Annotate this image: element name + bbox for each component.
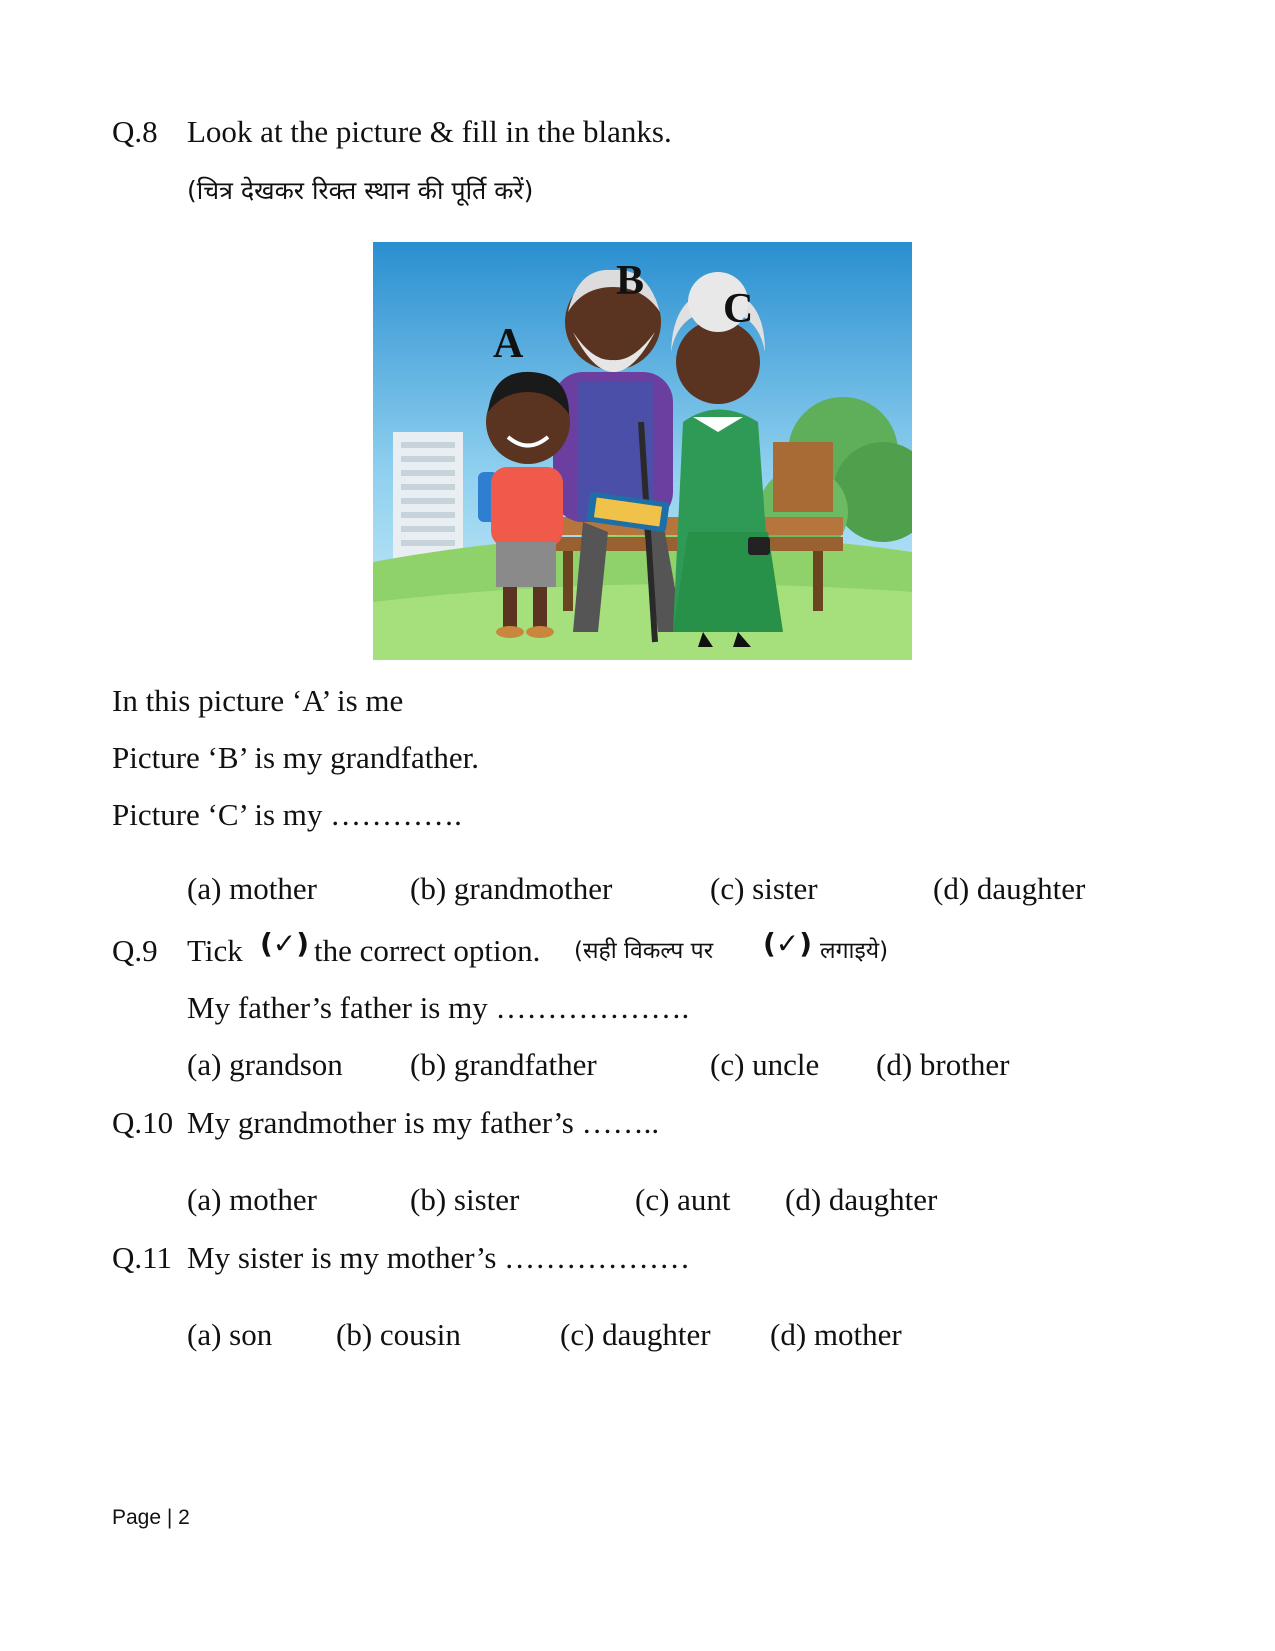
q9-number: Q.9: [112, 933, 158, 968]
q9-option-d: (d) brother: [876, 1047, 1010, 1082]
q10-option-b: (b) sister: [410, 1182, 520, 1217]
q10-option-c: (c) aunt: [635, 1182, 731, 1217]
q9-question: My father’s father is my ……………….: [187, 990, 690, 1025]
q8-instruction: Look at the picture & fill in the blanks.: [187, 114, 672, 149]
q10-question: My grandmother is my father’s ……..: [187, 1105, 660, 1140]
q10-option-a: (a) mother: [187, 1182, 317, 1217]
q8-option-d: (d) daughter: [933, 871, 1086, 906]
q8-option-a: (a) mother: [187, 871, 317, 906]
q11-option-d: (d) mother: [770, 1317, 902, 1352]
q8-option-c: (c) sister: [710, 871, 818, 906]
q11-option-c: (c) daughter: [560, 1317, 711, 1352]
q9-hindi-tick-symbol: (✓): [763, 927, 813, 960]
picture-label-c: C: [723, 286, 754, 332]
q8-instruction-hindi: (चित्र देखकर रिक्त स्थान की पूर्ति करें): [187, 176, 534, 205]
q9-hindi-pre: (सही विकल्प पर: [574, 938, 714, 964]
q11-question: My sister is my mother’s ………………: [187, 1240, 691, 1275]
family-picture: [373, 242, 912, 660]
picture-label-a: A: [493, 321, 524, 367]
q9-option-c: (c) uncle: [710, 1047, 820, 1082]
q9-tick-word: Tick: [187, 933, 243, 968]
q8-line-3: Picture ‘C’ is my ………….: [112, 797, 462, 832]
q11-number: Q.11: [112, 1240, 172, 1275]
q8-number: Q.8: [112, 114, 158, 149]
q9-option-a: (a) grandson: [187, 1047, 343, 1082]
q10-number: Q.10: [112, 1105, 174, 1140]
q9-tick-symbol: (✓): [260, 927, 310, 960]
q8-option-b: (b) grandmother: [410, 871, 613, 906]
page-number: Page | 2: [112, 1506, 190, 1529]
q10-option-d: (d) daughter: [785, 1182, 938, 1217]
q11-option-a: (a) son: [187, 1317, 273, 1352]
q8-line-1: In this picture ‘A’ is me: [112, 683, 404, 718]
q8-line-2: Picture ‘B’ is my grandfather.: [112, 740, 480, 775]
q11-option-b: (b) cousin: [336, 1317, 461, 1352]
q9-hindi-post: लगाइये): [820, 938, 889, 964]
picture-label-b: B: [616, 258, 645, 304]
q9-option-b: (b) grandfather: [410, 1047, 597, 1082]
q9-instruction: the correct option.: [314, 933, 541, 968]
